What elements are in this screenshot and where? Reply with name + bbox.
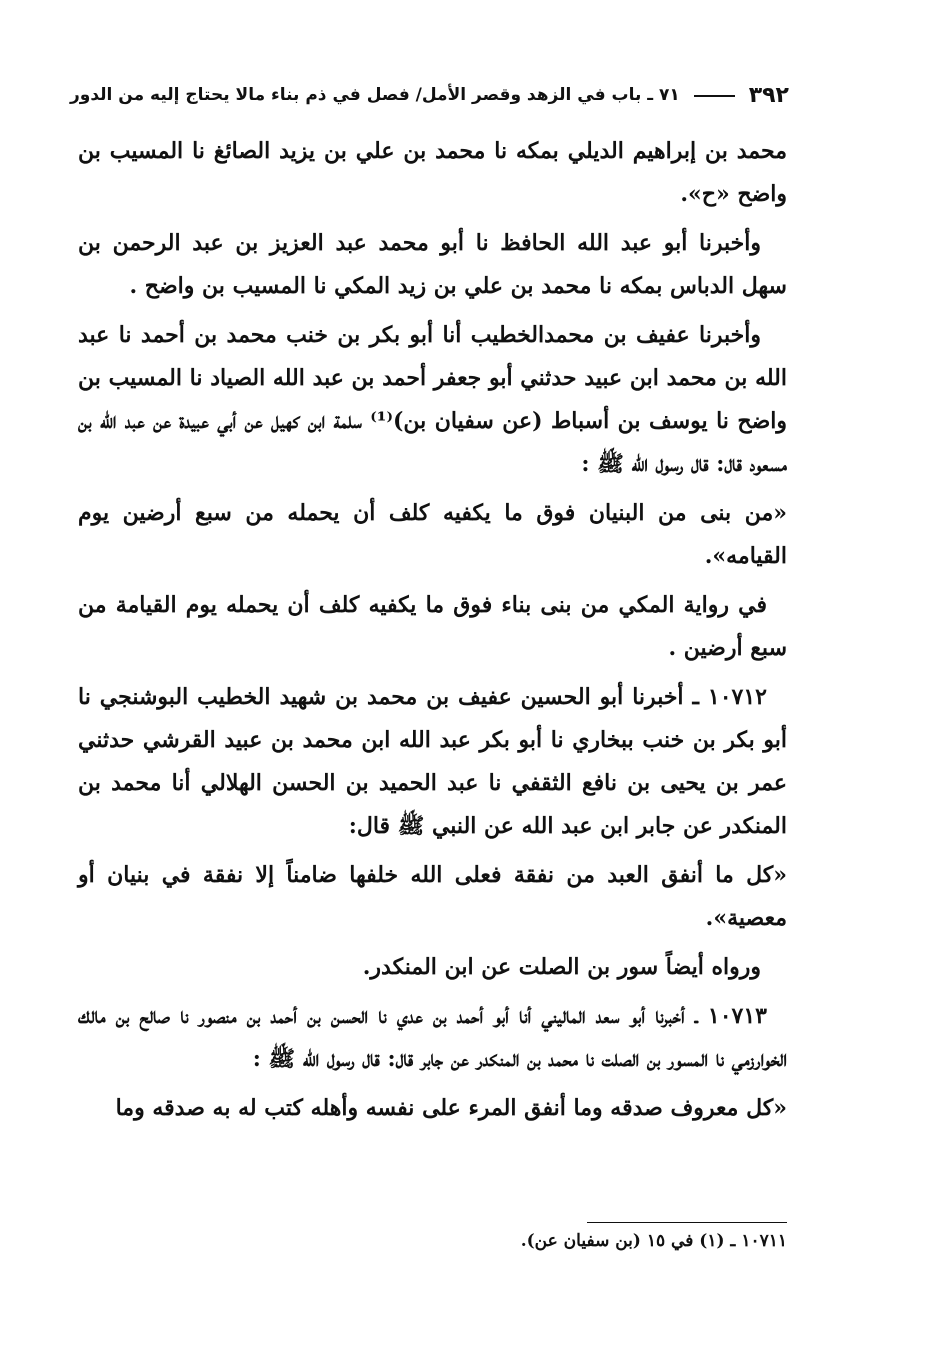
paragraph-hadith-text-1: «من بنى من البنيان فوق ما يكفيه كلف أن يحمله من سبع أرضين يوم القيامه».: [78, 500, 787, 569]
running-title: ٧١ ـ باب في الزهد وقصر الأمل/ فصل في ذم بناء مالا يحتاج إليه من الدور: [70, 85, 680, 105]
paragraph-hadith-10712: ١٠٧١٢ ـ أخبرنا أبو الحسين عفيف بن محمد بن شهيد الخطيب البوشنجي نا أبو بكر بن خنب ببخاري نا أبو بكر عبد الله ابن محمد بن عبيد القرشي حدثني عمر بن يحيى بن نافع الثقفي نا عبد الحميد بن الحسن الهلالي أنا محمد بن المنكدر عن جابر ابن عبد الله عن النبي ﷺ قال:: [78, 684, 787, 839]
header-rule: [694, 95, 735, 97]
footnote: ١٠٧١١ ـ (١) في ١٥ (بن سفيان عن).: [520, 1231, 787, 1251]
paragraph-isnad-1: محمد بن إبراهيم الديلي بمكه نا محمد بن علي بن يزيد الصائغ نا المسيب بن واضح «ح».: [78, 138, 787, 207]
paragraph-hadith-text-2: «كل ما أنفق العبد من نفقة فعلى الله خلفها ضامناً إلا نفقة في بنيان أو معصية».: [78, 862, 788, 931]
paragraph-hadith-10713: ١٠٧١٣ ـ أخبرنا أبو سعد الماليني أنا أبو أحمد بن عدي نا الحسن بن أحمد بن منصور نا صالح بن مالك الخوارزمي نا المسور بن الصلت نا محمد بن المنكدر عن جابر قال: قال رسول الله ﷺ :: [78, 1003, 787, 1072]
page-number: ٣٩٢: [748, 82, 789, 108]
page-header: [70, 78, 789, 112]
paragraph-isnad-2: وأخبرنا أبو عبد الله الحافظ نا أبو محمد عبد العزيز بن عبد الرحمن بن سهل الدباس بمكه نا محمد بن علي بن زيد المكي نا المسيب بن واضح .: [78, 230, 787, 299]
footnote-rule: [587, 1222, 787, 1223]
paragraph-hadith-text-3: «كل معروف صدقه وما أنفق المرء على نفسه وأهله كتب له به صدقه وما: [115, 1095, 787, 1121]
paragraph-riwaya-note: في رواية المكي من بنى بناء فوق ما يكفيه كلف أن يحمله يوم القيامة من سبع أرضين .: [78, 592, 787, 661]
paragraph-rawahu-note: ورواه أيضاً سور بن الصلت عن ابن المنكدر.: [362, 954, 761, 980]
paragraph-isnad-3: وأخبرنا عفيف بن محمدالخطيب أنا أبو بكر بن خنب محمد بن أحمد نا عبد الله بن محمد ابن عبيد حدثني أبو جعفر أحمد بن عبد الله الصياد نا المسيب بن واضح نا يوسف بن أسباط (عن سفيان بن)⁽¹⁾ سلمة ابن كهيل عن أبي عبيدة عن عبد الله بن مسعود قال: قال رسول الله ﷺ :: [78, 322, 787, 477]
body-text: [78, 130, 787, 1136]
